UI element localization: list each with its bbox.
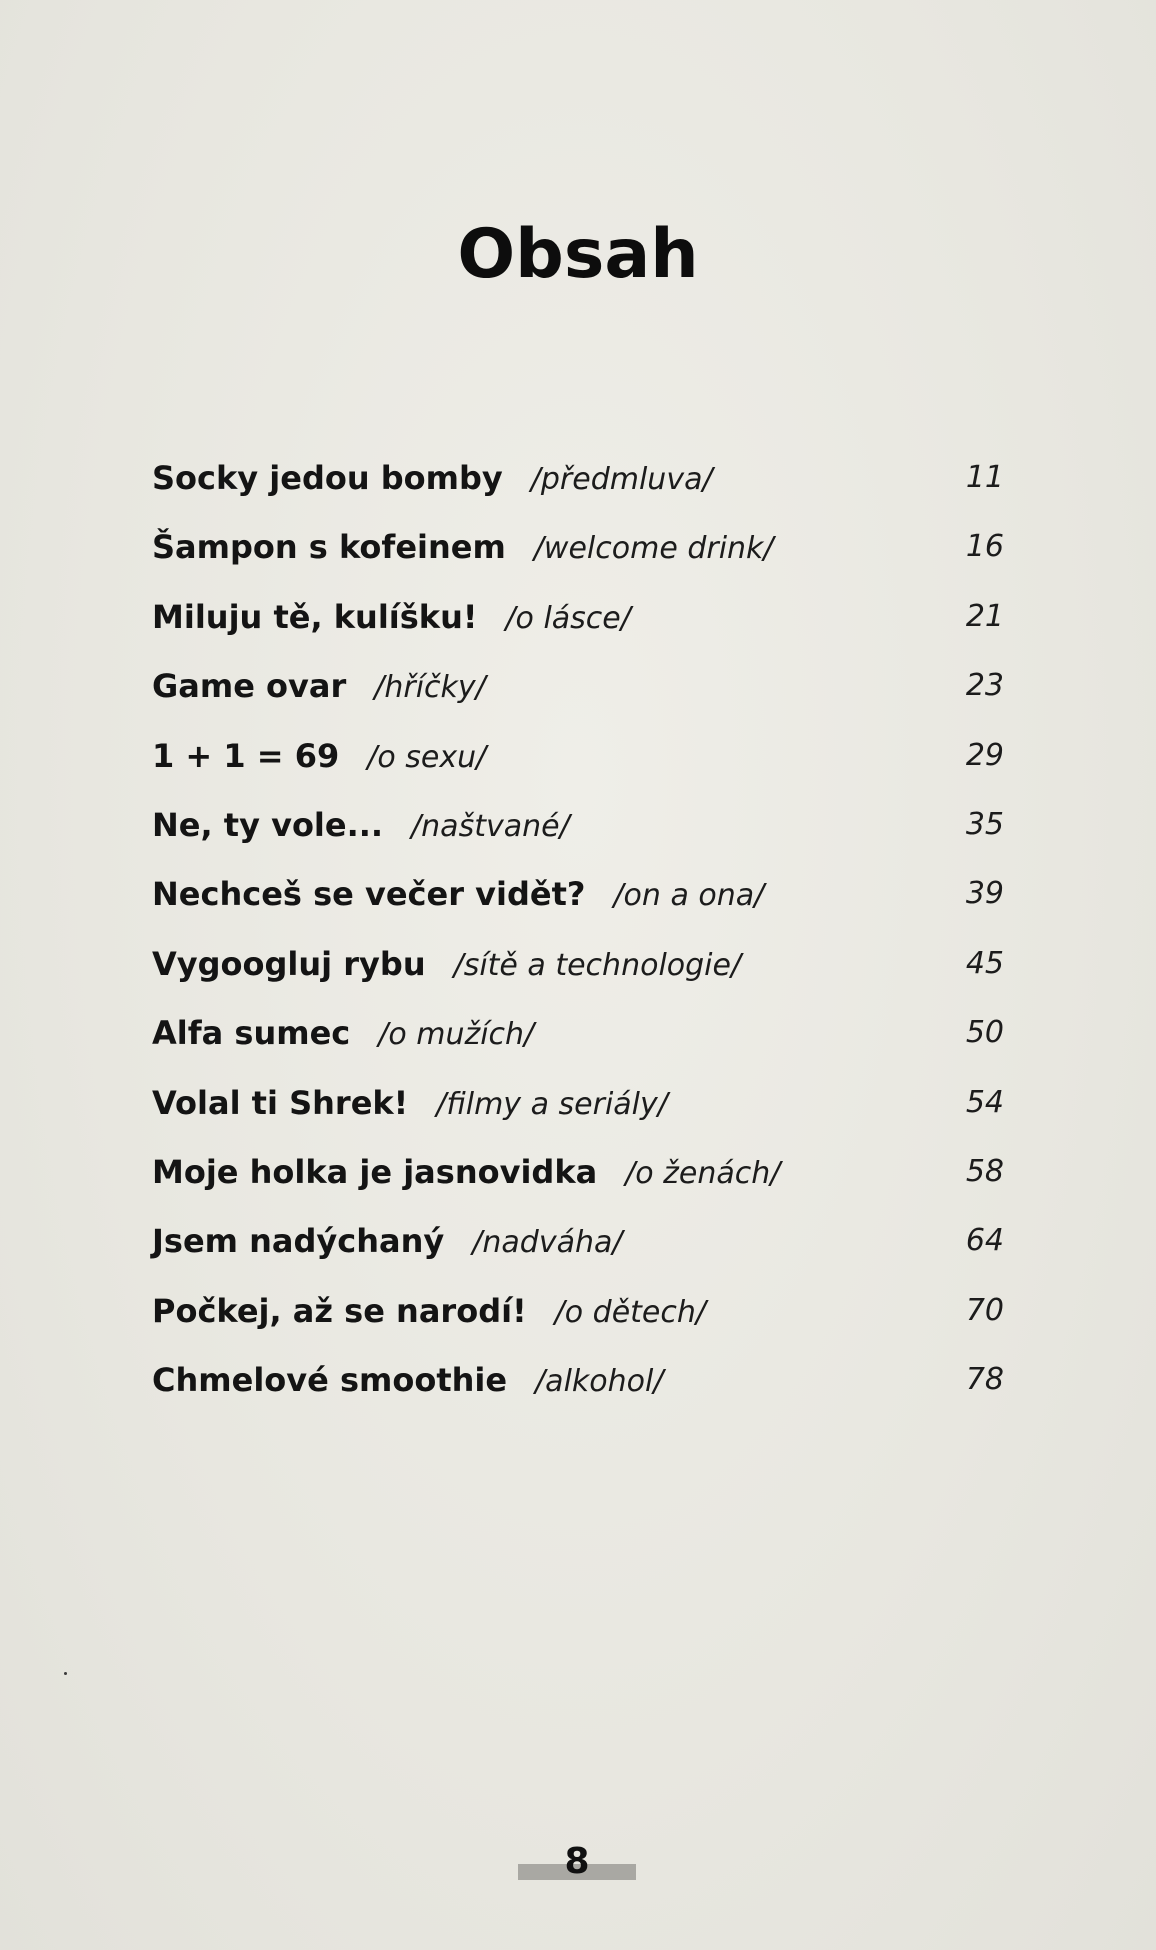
toc-entry: [152, 1003, 1010, 1072]
toc-entry-title: Nechceš se večer vidět?: [152, 875, 586, 914]
toc-entry-page-number: 54: [965, 1084, 1004, 1120]
toc-entry-title: Moje holka je jasnovidka: [152, 1152, 598, 1191]
toc-entry: [152, 517, 1010, 586]
toc-entry-title: Volal ti Shrek!: [152, 1083, 409, 1122]
toc-entry-page-number: 16: [965, 529, 1004, 565]
toc-entry-topic: /o ženách/: [625, 1155, 781, 1191]
page-title: Obsah: [457, 215, 699, 294]
toc-entry: [152, 864, 1010, 933]
toc-entry-topic: /o dětech/: [554, 1294, 706, 1330]
toc-entry-title: Alfa sumec: [152, 1014, 351, 1053]
toc-entry-page-number: 58: [965, 1153, 1004, 1189]
toc-entry-page-number: 78: [965, 1362, 1004, 1398]
toc-entry-topic: /nadváha/: [472, 1225, 623, 1261]
toc-entry: [152, 934, 1010, 1003]
toc-entry-topic: /sítě a technologie/: [453, 947, 742, 983]
toc-entry: [152, 795, 1010, 864]
toc-entry: [152, 1281, 1010, 1350]
toc-entry-topic: /o mužích/: [378, 1017, 535, 1053]
toc-entry-title: Socky jedou bomby: [152, 459, 503, 497]
toc-entry-title: Ne, ty vole...: [152, 805, 384, 844]
page-number: 8: [564, 1841, 590, 1882]
toc-entry-topic: /hříčky/: [374, 670, 486, 706]
toc-entry-page-number: 21: [965, 598, 1004, 634]
table-of-contents: [152, 448, 1010, 1419]
toc-entry-page-number: 45: [965, 945, 1004, 981]
toc-entry-title: Miluju tě, kulíšku!: [152, 597, 478, 636]
paper-speck: [64, 1672, 67, 1675]
toc-entry-page-number: 39: [965, 876, 1004, 912]
toc-entry-page-number: 64: [965, 1223, 1004, 1259]
toc-entry: [152, 448, 1010, 517]
toc-entry: [152, 726, 1010, 795]
toc-entry: [152, 656, 1010, 725]
toc-entry-title: Vygoogluj rybu: [152, 944, 426, 983]
toc-entry-page-number: 70: [965, 1292, 1004, 1328]
toc-entry-page-number: 29: [965, 737, 1004, 773]
toc-entry: [152, 1350, 1010, 1419]
toc-entry: [152, 1211, 1010, 1280]
toc-entry: [152, 1073, 1010, 1142]
toc-entry-title: Počkej, až se narodí!: [152, 1291, 527, 1330]
toc-entry-title: Jsem nadýchaný: [152, 1222, 445, 1261]
toc-entry-topic: /o sexu/: [367, 739, 487, 775]
toc-entry-page-number: 23: [965, 668, 1004, 704]
toc-entry-page-number: 11: [965, 460, 1004, 495]
toc-entry-topic: /naštvané/: [411, 808, 570, 844]
toc-entry-topic: /welcome drink/: [533, 531, 774, 567]
toc-entry-page-number: 35: [965, 806, 1004, 842]
toc-entry-title: Game ovar: [152, 667, 347, 706]
toc-entry: [152, 1142, 1010, 1211]
toc-entry-topic: /o lásce/: [505, 600, 631, 636]
toc-entry-topic: /alkohol/: [535, 1364, 664, 1400]
toc-entry-page-number: 50: [965, 1015, 1004, 1051]
toc-entry-topic: /předmluva/: [530, 462, 713, 497]
toc-entry-topic: /on a ona/: [613, 878, 765, 914]
toc-entry-title: Šampon s kofeinem: [152, 528, 506, 567]
toc-entry-title: Chmelové smoothie: [152, 1361, 508, 1400]
toc-entry-title: 1 + 1 = 69: [152, 736, 340, 775]
toc-entry: [152, 587, 1010, 656]
toc-entry-topic: /filmy a seriály/: [436, 1086, 668, 1122]
